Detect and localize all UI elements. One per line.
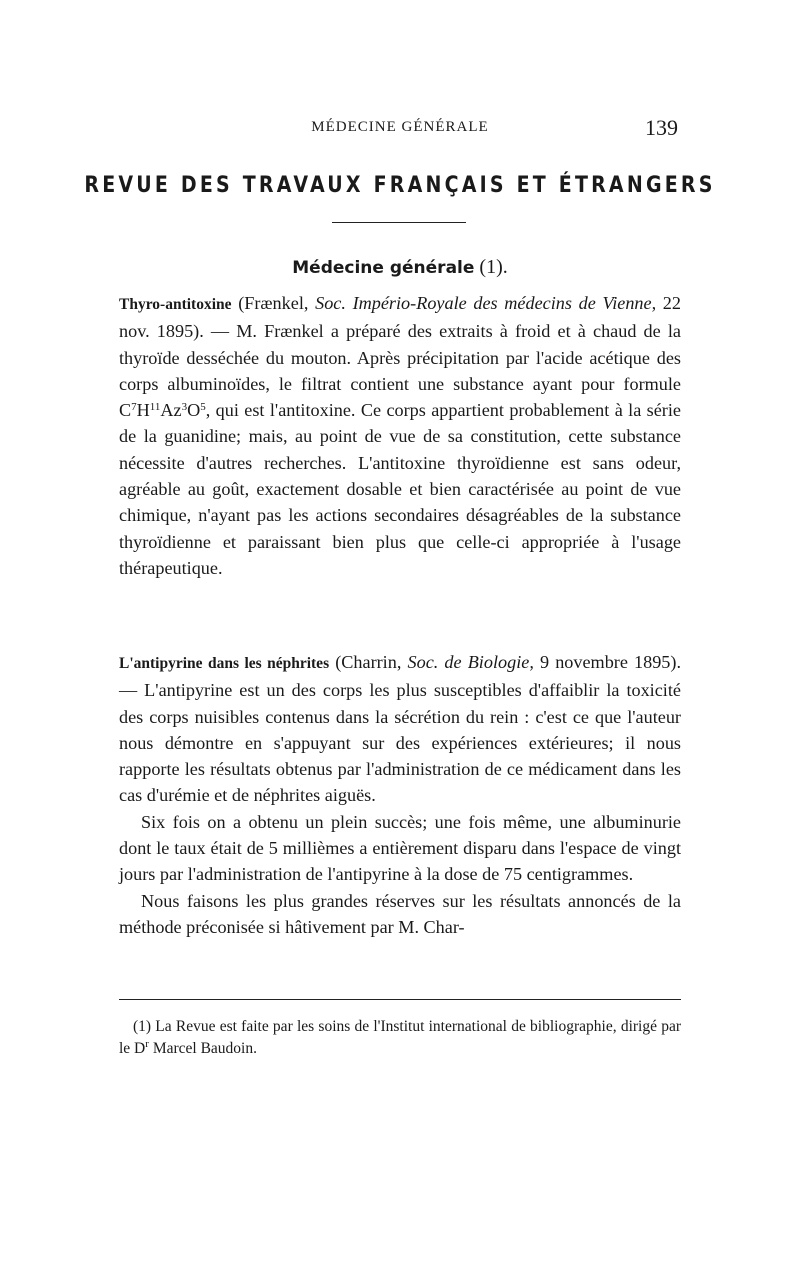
article-thyro-antitoxine: [119, 290, 681, 581]
chemical-formula: $C^7H^{11}Az^3O^5$: [119, 400, 206, 421]
journal-name: Soc. Império-Royale des médecins de Vienne,: [315, 293, 657, 313]
subsection-title: [0, 256, 800, 279]
journal-name: Soc. de Biologie,: [407, 652, 534, 672]
citation-open: (Charrin,: [329, 652, 408, 672]
article-body: 9 novembre 1895). — L'antipyrine est un des corps les plus susceptibles d'affaiblir la toxicité des corps nuisibles contenus dans la sécrétion du rein : c'est ce que l'auteur nous démontre en s'appuyant sur des expériences extérieures; il nous rapporte les résultats obtenus par l'administration de ce médicament dans les cas d'urémie et de néphrites aiguës.: [119, 652, 682, 806]
title-rule: [332, 222, 466, 223]
citation-open: (Frænkel,: [231, 293, 316, 313]
footnote-rule: [119, 999, 681, 1000]
article-heading: Thyro-antitoxine: [119, 296, 232, 313]
page-number: 139: [645, 115, 678, 140]
footnote-reference: (1).: [479, 256, 508, 278]
article-heading: L'antipyrine dans les néphrites: [119, 655, 330, 672]
section-title: REVUE DES TRAVAUX FRANÇAIS ET ÉTRANGERS: [84, 172, 716, 198]
article-paragraph: [119, 649, 681, 809]
footnote: [119, 1016, 681, 1060]
running-title: MÉDECINE GÉNÉRALE: [311, 119, 489, 135]
citation-date-and-body: 22 nov. 1895). — M. Frænkel a préparé des extraits à froid et à chaud de la thyroïde desséchée du mouton. Après précipitation par l'acide acétique des corps albuminoïdes, le filtrat contient une substance ayant pour formule: [119, 293, 681, 394]
article-body: , qui est l'antitoxine. Ce corps appartient probablement à la série de la guanidine; mais, au point de vue de sa constitution, cette substance nécessite d'autres recherches. L'antitoxine thyroïdienne est sans odeur, agréable au goût, exactement dosable et bien caractérisée au point de vue chimique, n'ayant pas les actions secondaires désagréables de la substance thyroïdienne et paraissant bien plus que celle-ci appropriée à l'usage thérapeutique.: [119, 400, 681, 578]
article-paragraph: [119, 290, 681, 581]
running-head: [0, 116, 800, 140]
article-antipyrine: [119, 649, 681, 940]
footnote-text: (1) La Revue est faite par les soins de l'Institut international de bibliographie, dirigé par le $D^r$ Marcel Baudoin.: [119, 1018, 681, 1057]
article-paragraph: Nous faisons les plus grandes réserves sur les résultats annoncés de la méthode préconisée si hâtivement par M. Char-: [119, 890, 681, 937]
subsection-title-text: Médecine générale: [292, 258, 475, 278]
article-paragraph: Six fois on a obtenu un plein succès; une fois même, une albuminurie dont le taux était de 5 millièmes a entièrement disparu dans l'espace de vingt jours par l'administration de l'antipyrine à la dose de 75 centigrammes.: [119, 811, 681, 885]
